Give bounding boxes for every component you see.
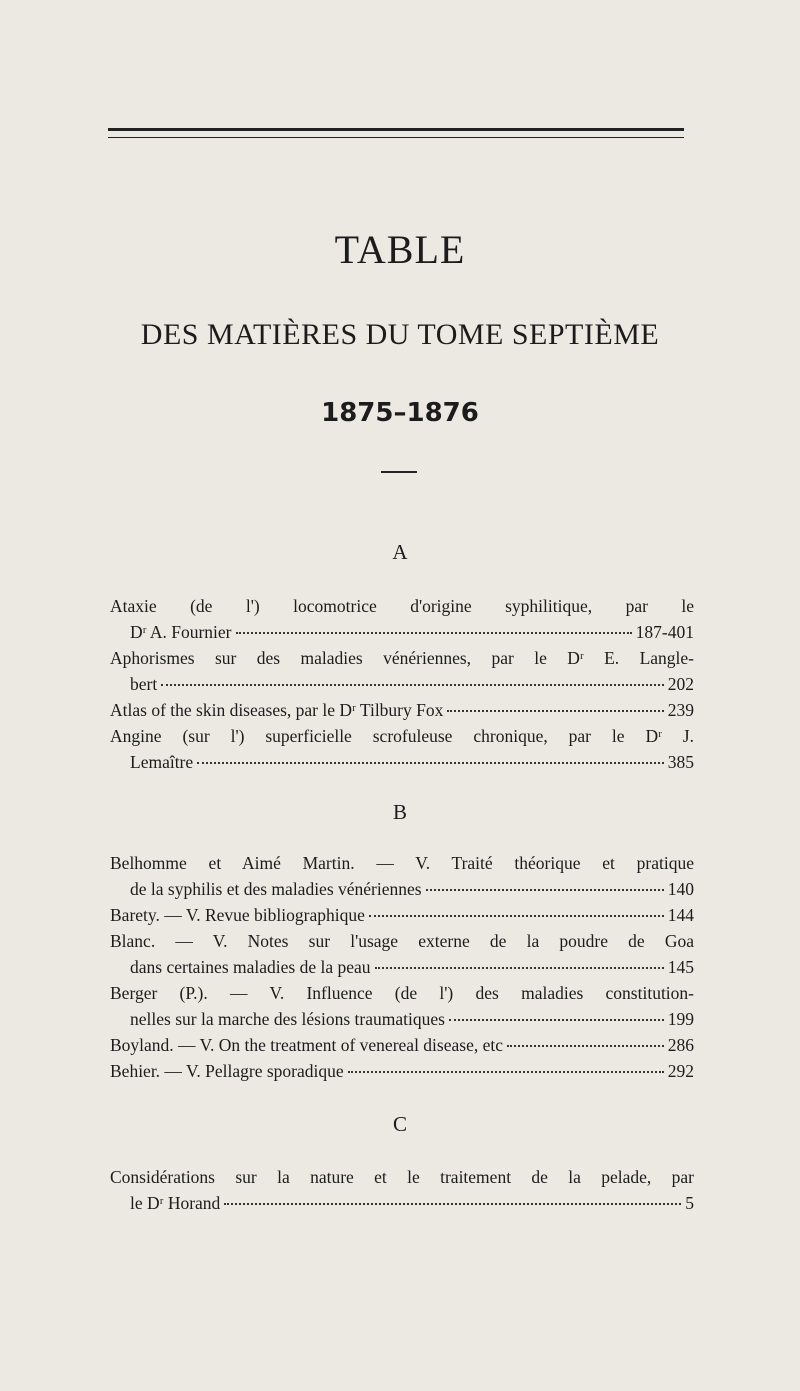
toc-entry <box>110 593 694 645</box>
entry-text: Belhomme et Aimé Martin. — V. Traité théorique et pratique <box>110 853 694 873</box>
dot-leader <box>236 632 632 634</box>
page-number: 144 <box>667 905 694 925</box>
toc-entry <box>110 1164 694 1216</box>
page-number: 145 <box>667 957 694 977</box>
dot-leader <box>375 967 664 969</box>
dot-leader <box>507 1045 664 1047</box>
entry-text-cont: de la syphilis et des maladies vénériennes <box>130 879 422 899</box>
entry-text: Berger (P.). — V. Influence (de l') des maladies constitution- <box>110 983 694 1003</box>
entry-text-cont: le Dʳ Horand <box>130 1193 221 1213</box>
toc-entry <box>110 645 694 697</box>
page-number: 5 <box>685 1193 694 1213</box>
entry-text-cont: bert <box>130 674 158 694</box>
section-letter-a: A <box>392 540 408 564</box>
dot-leader <box>224 1203 681 1205</box>
dot-leader <box>369 915 664 917</box>
header-rule-thin <box>108 137 684 138</box>
page-number: 140 <box>667 879 694 899</box>
entry-text: Blanc. — V. Notes sur l'usage externe de la poudre de Goa <box>110 931 694 951</box>
entry-text-cont: dans certaines maladies de la peau <box>130 957 371 977</box>
page-number: 187-401 <box>635 622 694 642</box>
toc-entry <box>110 1058 694 1084</box>
section-letter-b: B <box>392 800 407 824</box>
entry-text-cont: Dʳ A. Fournier <box>130 622 232 642</box>
toc-entry <box>110 850 694 902</box>
entry-text: Ataxie (de l') locomotrice d'origine syphilitique, par le <box>110 596 694 616</box>
dot-leader <box>161 684 664 686</box>
page-number: 385 <box>667 752 694 772</box>
toc-entry <box>110 928 694 980</box>
entry-text: Angine (sur l') superficielle scrofuleuse chronique, par le Dʳ J. <box>110 726 694 746</box>
page-subtitle: DES MATIÈRES DU TOME SEPTIÈME <box>140 318 660 351</box>
section-divider <box>381 471 417 473</box>
entry-text-cont: Lemaître <box>130 752 194 772</box>
page-number: 199 <box>667 1009 694 1029</box>
toc-entry <box>110 980 694 1032</box>
section-letter-c: C <box>392 1112 407 1136</box>
toc-entry <box>110 902 694 928</box>
toc-entry <box>110 723 694 775</box>
years-heading: 1875–1876 <box>321 398 479 428</box>
page-number: 202 <box>667 674 694 694</box>
dot-leader <box>197 762 664 764</box>
page-number: 286 <box>667 1035 694 1055</box>
dot-leader <box>449 1019 664 1021</box>
header-rule-thick <box>108 128 684 131</box>
entry-text: Aphorismes sur des maladies vénériennes, par le Dʳ E. Langle- <box>110 648 694 668</box>
entry-text: Atlas of the skin diseases, par le Dʳ Tilbury Fox <box>110 700 444 720</box>
page-title: TABLE <box>334 227 466 272</box>
entry-text: Behier. — V. Pellagre sporadique <box>110 1061 344 1081</box>
dot-leader <box>447 710 663 712</box>
dot-leader <box>348 1071 664 1073</box>
toc-entry <box>110 697 694 723</box>
page-number: 292 <box>667 1061 694 1081</box>
dot-leader <box>426 889 664 891</box>
toc-entry <box>110 1032 694 1058</box>
entry-text: Considérations sur la nature et le traitement de la pelade, par <box>110 1167 694 1187</box>
entry-text: Barety. — V. Revue bibliographique <box>110 905 365 925</box>
page-number: 239 <box>667 700 694 720</box>
entry-text-cont: nelles sur la marche des lésions traumatiques <box>130 1009 445 1029</box>
entry-text: Boyland. — V. On the treatment of venereal disease, etc <box>110 1035 503 1055</box>
